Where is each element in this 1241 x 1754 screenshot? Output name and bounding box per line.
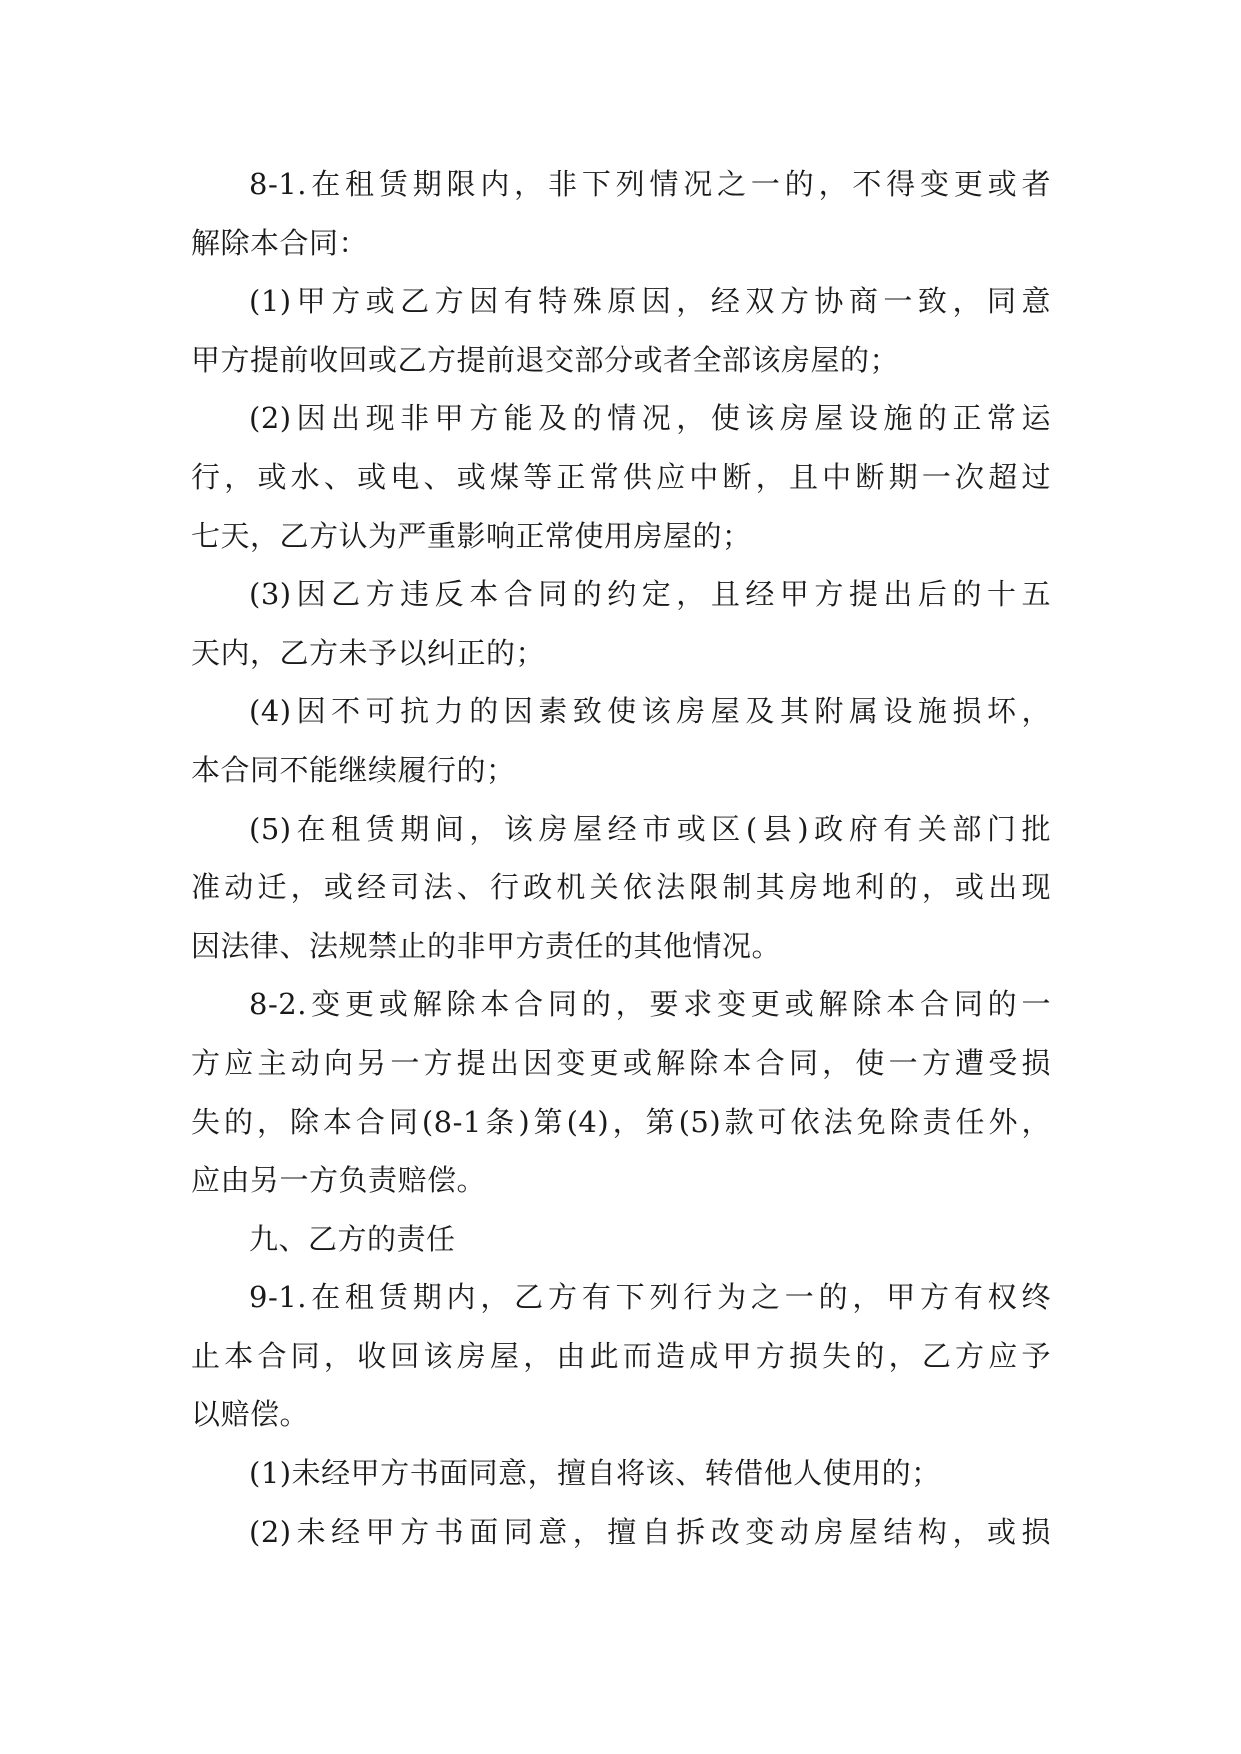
clause-8-1-item-5	[191, 800, 1051, 976]
clause-8-2	[191, 975, 1051, 1209]
clause-8-1-item-4	[191, 682, 1051, 799]
text-line: 准动迁，或经司法、行政机关依法限制其房地利的，或出现	[191, 870, 1051, 905]
text-line: 甲方提前收回或乙方提前退交部分或者全部该房屋的；	[191, 342, 900, 377]
text-line: 9-1.在租赁期内，乙方有下列行为之一的，甲方有权终	[249, 1280, 1051, 1315]
clause-9-1-item-2	[191, 1503, 1051, 1562]
text-line: 因法律、法规禁止的非甲方责任的其他情况。	[191, 928, 782, 963]
text-line: 8-2.变更或解除本合同的，要求变更或解除本合同的一	[249, 987, 1051, 1022]
document-body	[191, 155, 1051, 1561]
text-line: 七天，乙方认为严重影响正常使用房屋的；	[191, 518, 752, 553]
section-title: 九、乙方的责任	[249, 1221, 456, 1256]
text-line: 天内，乙方未予以纠正的；	[191, 635, 546, 670]
text-line: (2)未经甲方书面同意，擅自拆改变动房屋结构，或损	[249, 1514, 1051, 1549]
text-line: 以赔偿。	[191, 1397, 310, 1432]
text-line: 方应主动向另一方提出因变更或解除本合同，使一方遭受损	[191, 1045, 1051, 1080]
text-line: (2)因出现非甲方能及的情况，使该房屋设施的正常运	[249, 401, 1051, 436]
text-line: 解除本合同：	[191, 225, 369, 260]
section-heading	[191, 1210, 1051, 1269]
text-line: (5)在租赁期间，该房屋经市或区(县)政府有关部门批	[249, 811, 1051, 846]
clause-9-1-item-1	[191, 1444, 1051, 1503]
clause-8-1-item-2	[191, 389, 1051, 565]
text-line: 失的，除本合同(8-1条)第(4)，第(5)款可依法免除责任外，	[191, 1104, 1051, 1139]
text-line: 8-1.在租赁期限内，非下列情况之一的，不得变更或者	[249, 167, 1051, 201]
text-line: (3)因乙方违反本合同的约定，且经甲方提出后的十五	[249, 577, 1051, 612]
text-line: 止本合同，收回该房屋，由此而造成甲方损失的，乙方应予	[191, 1338, 1051, 1373]
text-line: 应由另一方负责赔偿。	[191, 1163, 487, 1198]
text-line: 本合同不能继续履行的；	[191, 752, 516, 787]
clause-8-1-item-3	[191, 565, 1051, 682]
text-line: (1)未经甲方书面同意，擅自将该、转借他人使用的；	[249, 1456, 941, 1491]
clause-9-1	[191, 1268, 1051, 1444]
text-line: (4)因不可抗力的因素致使该房屋及其附属设施损坏，	[249, 694, 1051, 729]
clause-8-1	[191, 155, 1051, 272]
clause-8-1-item-1	[191, 272, 1051, 389]
text-line: (1)甲方或乙方因有特殊原因，经双方协商一致，同意	[249, 284, 1051, 319]
text-line: 行，或水、或电、或煤等正常供应中断，且中断期一次超过	[191, 459, 1051, 494]
